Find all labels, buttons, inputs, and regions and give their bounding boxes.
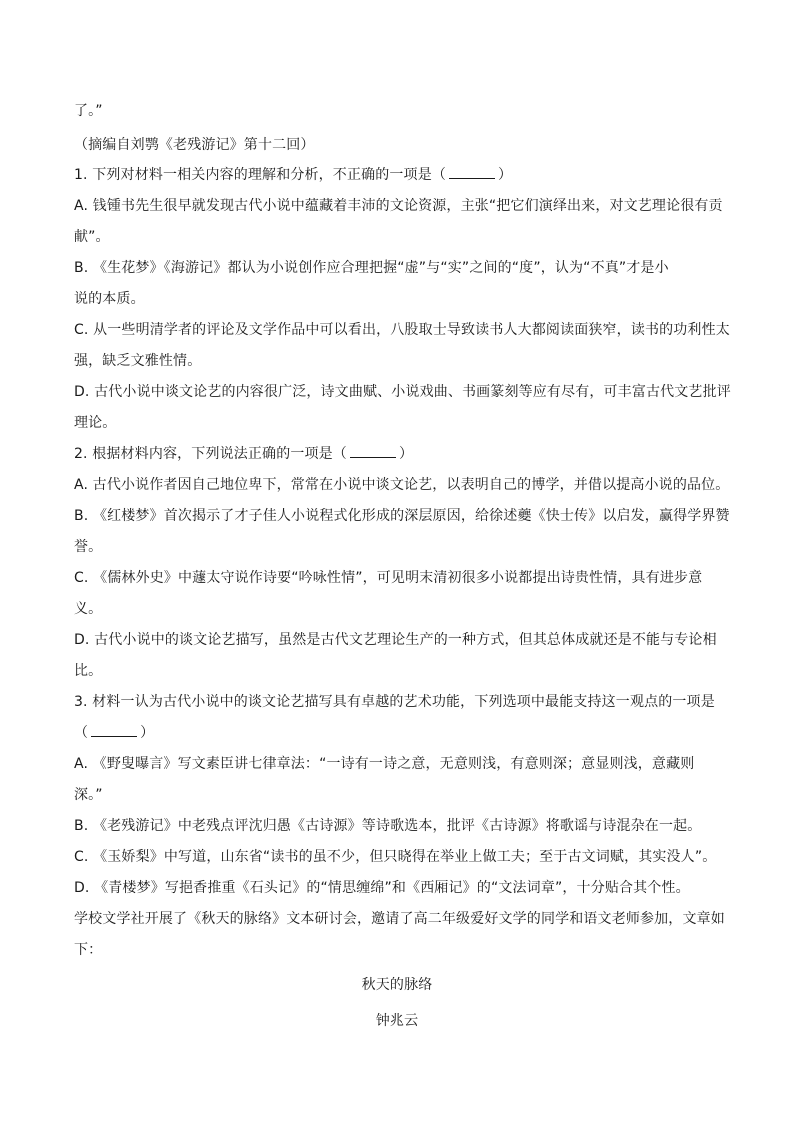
closing-paren: ） <box>140 725 155 741</box>
text-line <box>74 382 731 402</box>
text-line <box>74 320 730 340</box>
line-text: 深。” <box>74 787 103 803</box>
text-line <box>74 289 145 309</box>
text-line <box>74 630 717 650</box>
text-line <box>74 165 512 185</box>
line-text: A. 钱锺书先生很早就发现古代小说中蕴藏着丰沛的文论资源，主张“把它们演绎出来，对文艺理论很有贡 <box>74 198 723 214</box>
line-text: 比。 <box>74 663 103 679</box>
line-text: 强，缺乏文雅性情。 <box>74 353 202 369</box>
line-text: 2. 根据材料内容，下列说法正确的一项是（ <box>74 446 347 462</box>
line-text: 理论。 <box>74 415 117 431</box>
line-text: D. 古代小说中的谈文论艺描写，虽然是古代文艺理论生产的一种方式，但其总体成就还是不能与专论相 <box>74 632 717 648</box>
line-text: A. 古代小说作者因自己地位卑下，常常在小说中谈文论艺，以表明自己的博学，并借以提高小说的品位。 <box>74 477 730 493</box>
answer-blank[interactable] <box>350 445 396 458</box>
closing-paren: ） <box>498 167 513 183</box>
text-line <box>74 413 116 433</box>
line-text: C. 《玉娇梨》中写道，山东省“读书的虽不少，但只晓得在举业上做工夫；至于古文词赋，其实没人”。 <box>74 849 717 865</box>
line-text: 义。 <box>74 601 103 617</box>
text-line <box>74 909 725 929</box>
article-title: 秋天的脉络 <box>361 977 433 993</box>
line-text: 誉。 <box>74 539 103 555</box>
line-text: B. 《生花梦》《海游记》都认为小说创作应合理把握“虚”与“实”之间的“度”，认为“不真”才是小 <box>74 260 669 276</box>
line-text: （ <box>74 725 89 741</box>
text-line <box>74 568 702 588</box>
line-text: B. 《红楼梦》首次揭示了才子佳人小说程式化形成的深层原因，给徐述夔《快士传》以启发，赢得学界赞 <box>74 508 730 524</box>
text-line <box>74 599 102 619</box>
answer-blank[interactable] <box>449 166 495 179</box>
line-text: 3. 材料一认为古代小说中的谈文论艺描写具有卓越的艺术功能，下列选项中最能支持这一观点的一项是 <box>74 694 715 710</box>
line-text: 了。” <box>74 103 103 119</box>
line-text: 学校文学社开展了《秋天的脉络》文本研讨会，邀请了高二年级爱好文学的同学和语文老师参加，文章如 <box>74 911 725 927</box>
text-line <box>74 101 103 121</box>
line-text: B. 《老残游记》中老残点评沈归愚《古诗源》等诗歌选本，批评《古诗源》将歌谣与诗混杂在一起。 <box>74 818 702 834</box>
line-text: A. 《野叟曝言》写文素臣讲七律章法：“一诗有一诗之意，无意则浅，有意则深；意显则浅，意藏则 <box>74 756 695 772</box>
answer-blank[interactable] <box>91 724 137 737</box>
text-line <box>74 785 103 805</box>
text-line <box>74 351 201 371</box>
text-line <box>74 816 701 836</box>
line-text: 说的本质。 <box>74 291 145 307</box>
text-line <box>74 661 102 681</box>
text-line <box>74 258 669 278</box>
text-line <box>74 754 694 774</box>
text-line <box>74 692 715 712</box>
text-line <box>74 723 154 743</box>
line-text: 下： <box>74 942 103 958</box>
line-text: （摘编自刘鹗《老残游记》第十二回） <box>74 137 315 153</box>
text-line <box>74 878 690 898</box>
article-author: 钟兆云 <box>375 1013 419 1029</box>
text-line <box>74 537 102 557</box>
line-text: 1. 下列对材料一相关内容的理解和分析，不正确的一项是（ <box>74 167 447 183</box>
text-line <box>74 227 110 247</box>
text-line <box>74 135 315 155</box>
closing-paren: ） <box>398 446 414 462</box>
line-text: C. 从一些明清学者的评论及文学作品中可以看出，八股取士导致读书人大都阅读面狭窄，读书的功利性太 <box>74 322 730 338</box>
line-text: 献”。 <box>74 229 110 245</box>
text-line <box>74 940 102 960</box>
text-line <box>74 847 716 867</box>
text-line <box>74 444 413 464</box>
text-line <box>74 475 729 495</box>
text-line <box>74 506 730 526</box>
text-line <box>74 196 723 216</box>
line-text: D. 《青楼梦》写挹香推重《石头记》的“情思缠绵”和《西厢记》的“文法词章”，十分贴合其个性。 <box>74 880 690 896</box>
line-text: D. 古代小说中谈文论艺的内容很广泛，诗文曲赋、小说戏曲、书画篆刻等应有尽有，可丰富古代文艺批评 <box>74 384 731 400</box>
line-text: C. 《儒林外史》中蘧太守说作诗要“吟咏性情”，可见明末清初很多小说都提出诗贵性情，具有进步意 <box>74 570 703 586</box>
